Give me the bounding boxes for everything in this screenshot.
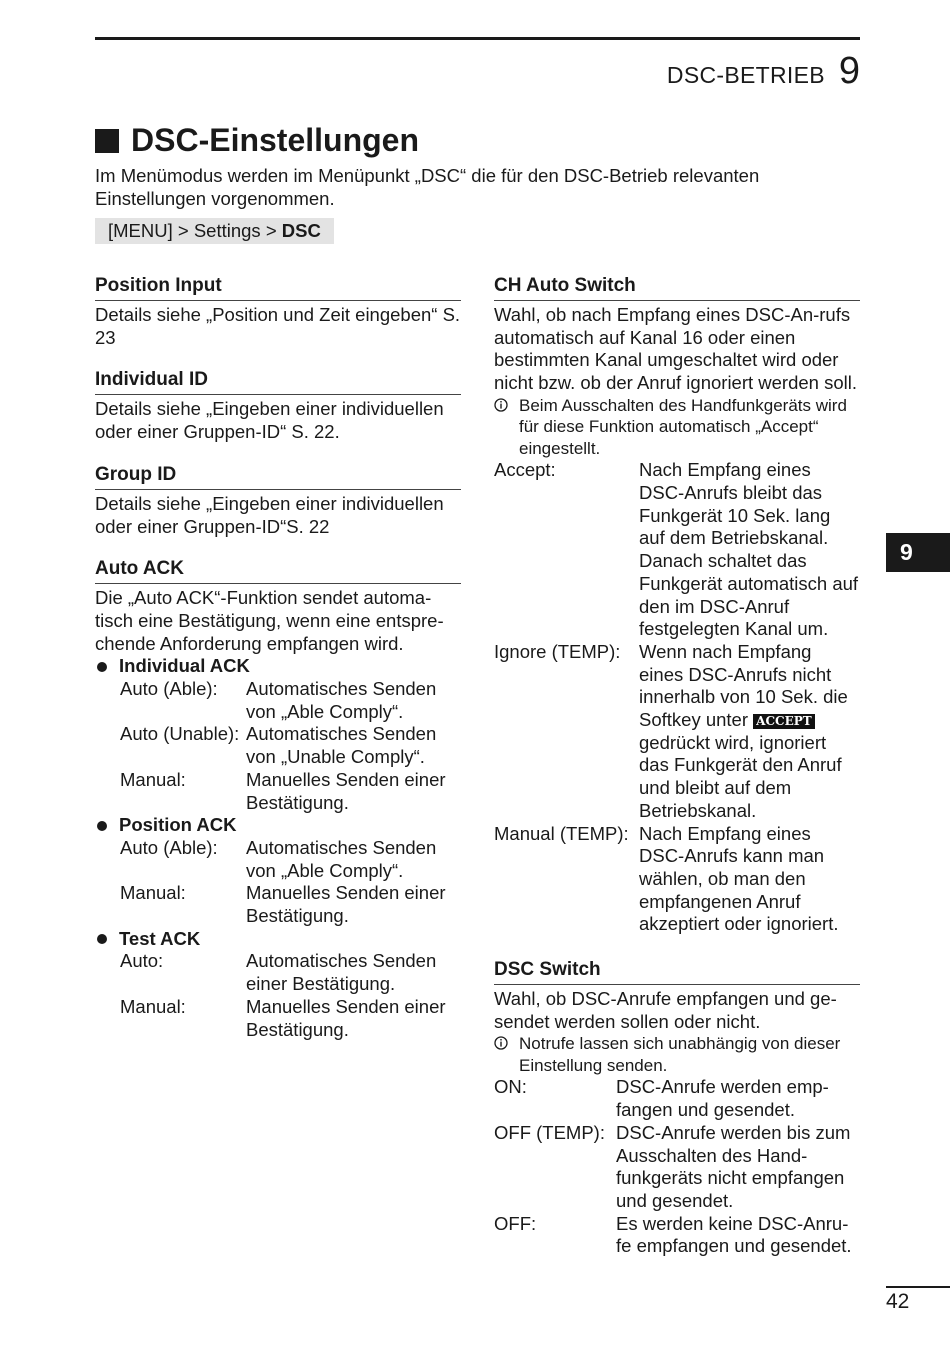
- auto-ack-section: [95, 555, 461, 1041]
- info-icon: [494, 395, 519, 460]
- dsc-switch-list: [494, 1076, 860, 1258]
- page-number-rule: [886, 1286, 950, 1288]
- description: Automatisches Senden einer Bestätigung.: [246, 950, 437, 995]
- dsc-switch-text: Wahl, ob DSC-Anrufe empfangen und ge-sendet werden sollen oder nicht.: [494, 988, 837, 1032]
- menu-path-bold: DSC: [281, 220, 321, 241]
- menu-path: [95, 218, 334, 244]
- term: Manual:: [120, 882, 186, 904]
- term: Auto (Unable):: [120, 723, 240, 745]
- test-ack-title: [95, 928, 461, 951]
- auto-ack-text: Die „Auto ACK“-Funktion sendet automa-tisch eine Bestätigung, wenn eine entspre-chende Anforderung empfangen wird.: [95, 587, 444, 654]
- term: Auto (Able):: [120, 836, 218, 858]
- chapter-side-tab: 9: [886, 533, 950, 572]
- group-id-text: Details siehe „Eingeben einer individuellen oder einer Gruppen-ID“S. 22: [95, 492, 444, 537]
- chapter-header: [667, 50, 860, 93]
- description: [639, 641, 860, 823]
- dsc-switch-heading: DSC Switch: [494, 956, 860, 985]
- description: Nach Empfang eines DSC-Anrufs bleibt das Funkgerät 10 Sek. lang auf dem Betriebskanal. Danach schaltet das Funkgerät automatisch auf den im DSC-Anruf festgelegten Kanal um.: [639, 459, 859, 640]
- right-column: [494, 272, 860, 1275]
- individual-id-heading: Individual ID: [95, 366, 461, 395]
- note-text: Beim Ausschalten des Handfunkgeräts wird für diese Funktion automatisch „Accept“ eingestellt.: [519, 395, 847, 458]
- bullet-dot-icon: [97, 934, 107, 944]
- term: Auto (Able):: [120, 678, 218, 700]
- info-icon: [494, 1033, 519, 1076]
- test-ack-label: Test ACK: [119, 927, 201, 949]
- individual-ack-list: [95, 678, 461, 814]
- description-part: Wenn nach Empfang eines DSC-Anrufs nicht innerhalb von 10 Sek. die Softkey unter: [639, 640, 848, 731]
- ch-auto-switch-text: Wahl, ob nach Empfang eines DSC-An-rufs automatisch auf Kanal 16 oder einen bestimmten Kanal umgeschaltet wird oder nicht bzw. ob der Anruf ignoriert werden soll.: [494, 304, 857, 394]
- term: Auto:: [120, 950, 164, 972]
- test-ack-list: [95, 950, 461, 1041]
- individual-ack-label: Individual ACK: [119, 655, 250, 677]
- page-number: 42: [886, 1290, 910, 1313]
- description: Nach Empfang eines DSC-Anrufs kann man wählen, ob man den empfangenen Anruf akzeptiert oder ignoriert.: [639, 822, 839, 935]
- term: Manual:: [120, 768, 186, 790]
- position-input-heading: Position Input: [95, 272, 461, 301]
- position-ack-label: Position ACK: [119, 814, 237, 836]
- term: Accept:: [494, 459, 556, 481]
- ch-auto-switch-list: [494, 459, 860, 936]
- description: DSC-Anrufe werden emp-fangen und gesendet.: [616, 1076, 829, 1121]
- ch-auto-switch-section: [494, 272, 860, 936]
- auto-ack-heading: Auto ACK: [95, 555, 461, 584]
- dsc-switch-note: [494, 1033, 860, 1076]
- position-ack-title: [95, 814, 461, 837]
- term: OFF:: [494, 1212, 537, 1234]
- description: Automatisches Senden von „Able Comply“.: [246, 678, 437, 722]
- term: Manual:: [120, 995, 186, 1017]
- position-input-text: Details siehe „Position und Zeit eingeben“ S. 23: [95, 304, 461, 348]
- description: Automatisches Senden von „Unable Comply“.: [246, 723, 437, 768]
- term: Manual (TEMP):: [494, 822, 629, 844]
- ch-auto-switch-note: [494, 395, 860, 460]
- group-id-heading: Group ID: [95, 461, 461, 490]
- intro-text: Im Menümodus werden im Menüpunkt „DSC“ die für den DSC-Betrieb relevanten Einstellungen vorgenommen.: [95, 165, 760, 209]
- menu-path-prefix: [MENU] > Settings >: [108, 220, 282, 241]
- accept-softkey-label: ACCEPT: [753, 714, 815, 729]
- description: Manuelles Senden einer Bestätigung.: [246, 995, 446, 1040]
- bullet-dot-icon: [97, 821, 107, 831]
- term: OFF (TEMP):: [494, 1121, 605, 1143]
- term: ON:: [494, 1076, 527, 1098]
- section-title-text: DSC-Einstellungen: [131, 122, 420, 158]
- bullet-dot-icon: [97, 662, 107, 672]
- individual-ack-title: [95, 655, 461, 678]
- section-title: [95, 122, 419, 159]
- description: Automatisches Senden von „Able Comply“.: [246, 836, 437, 881]
- description: Es werden keine DSC-Anru-fe empfangen und gesendet.: [616, 1212, 852, 1257]
- dsc-switch-section: [494, 956, 860, 1258]
- chapter-title: DSC-BETRIEB: [666, 62, 825, 88]
- top-rule: [95, 37, 860, 40]
- description: DSC-Anrufe werden bis zum Ausschalten des Hand-funkgeräts nicht empfangen und gesendet.: [616, 1121, 851, 1211]
- square-bullet-icon: [95, 129, 119, 153]
- group-id-section: [95, 461, 461, 538]
- position-input-section: [95, 272, 461, 349]
- term: Ignore (TEMP):: [494, 640, 621, 662]
- note-text: Notrufe lassen sich unabhängig von dieser Einstellung senden.: [519, 1034, 841, 1075]
- individual-id-section: [95, 366, 461, 443]
- chapter-number: 9: [838, 50, 860, 92]
- description: Manuelles Senden einer Bestätigung.: [246, 882, 446, 927]
- individual-id-text: Details siehe „Eingeben einer individuellen oder einer Gruppen-ID“ S. 22.: [95, 398, 444, 443]
- ch-auto-switch-heading: CH Auto Switch: [494, 272, 860, 301]
- description: Manuelles Senden einer Bestätigung.: [246, 768, 446, 813]
- left-column: [95, 272, 461, 1058]
- description-part: gedrückt wird, ignoriert das Funkgerät den Anruf und bleibt auf dem Betriebskanal.: [639, 731, 842, 821]
- position-ack-list: [95, 837, 461, 928]
